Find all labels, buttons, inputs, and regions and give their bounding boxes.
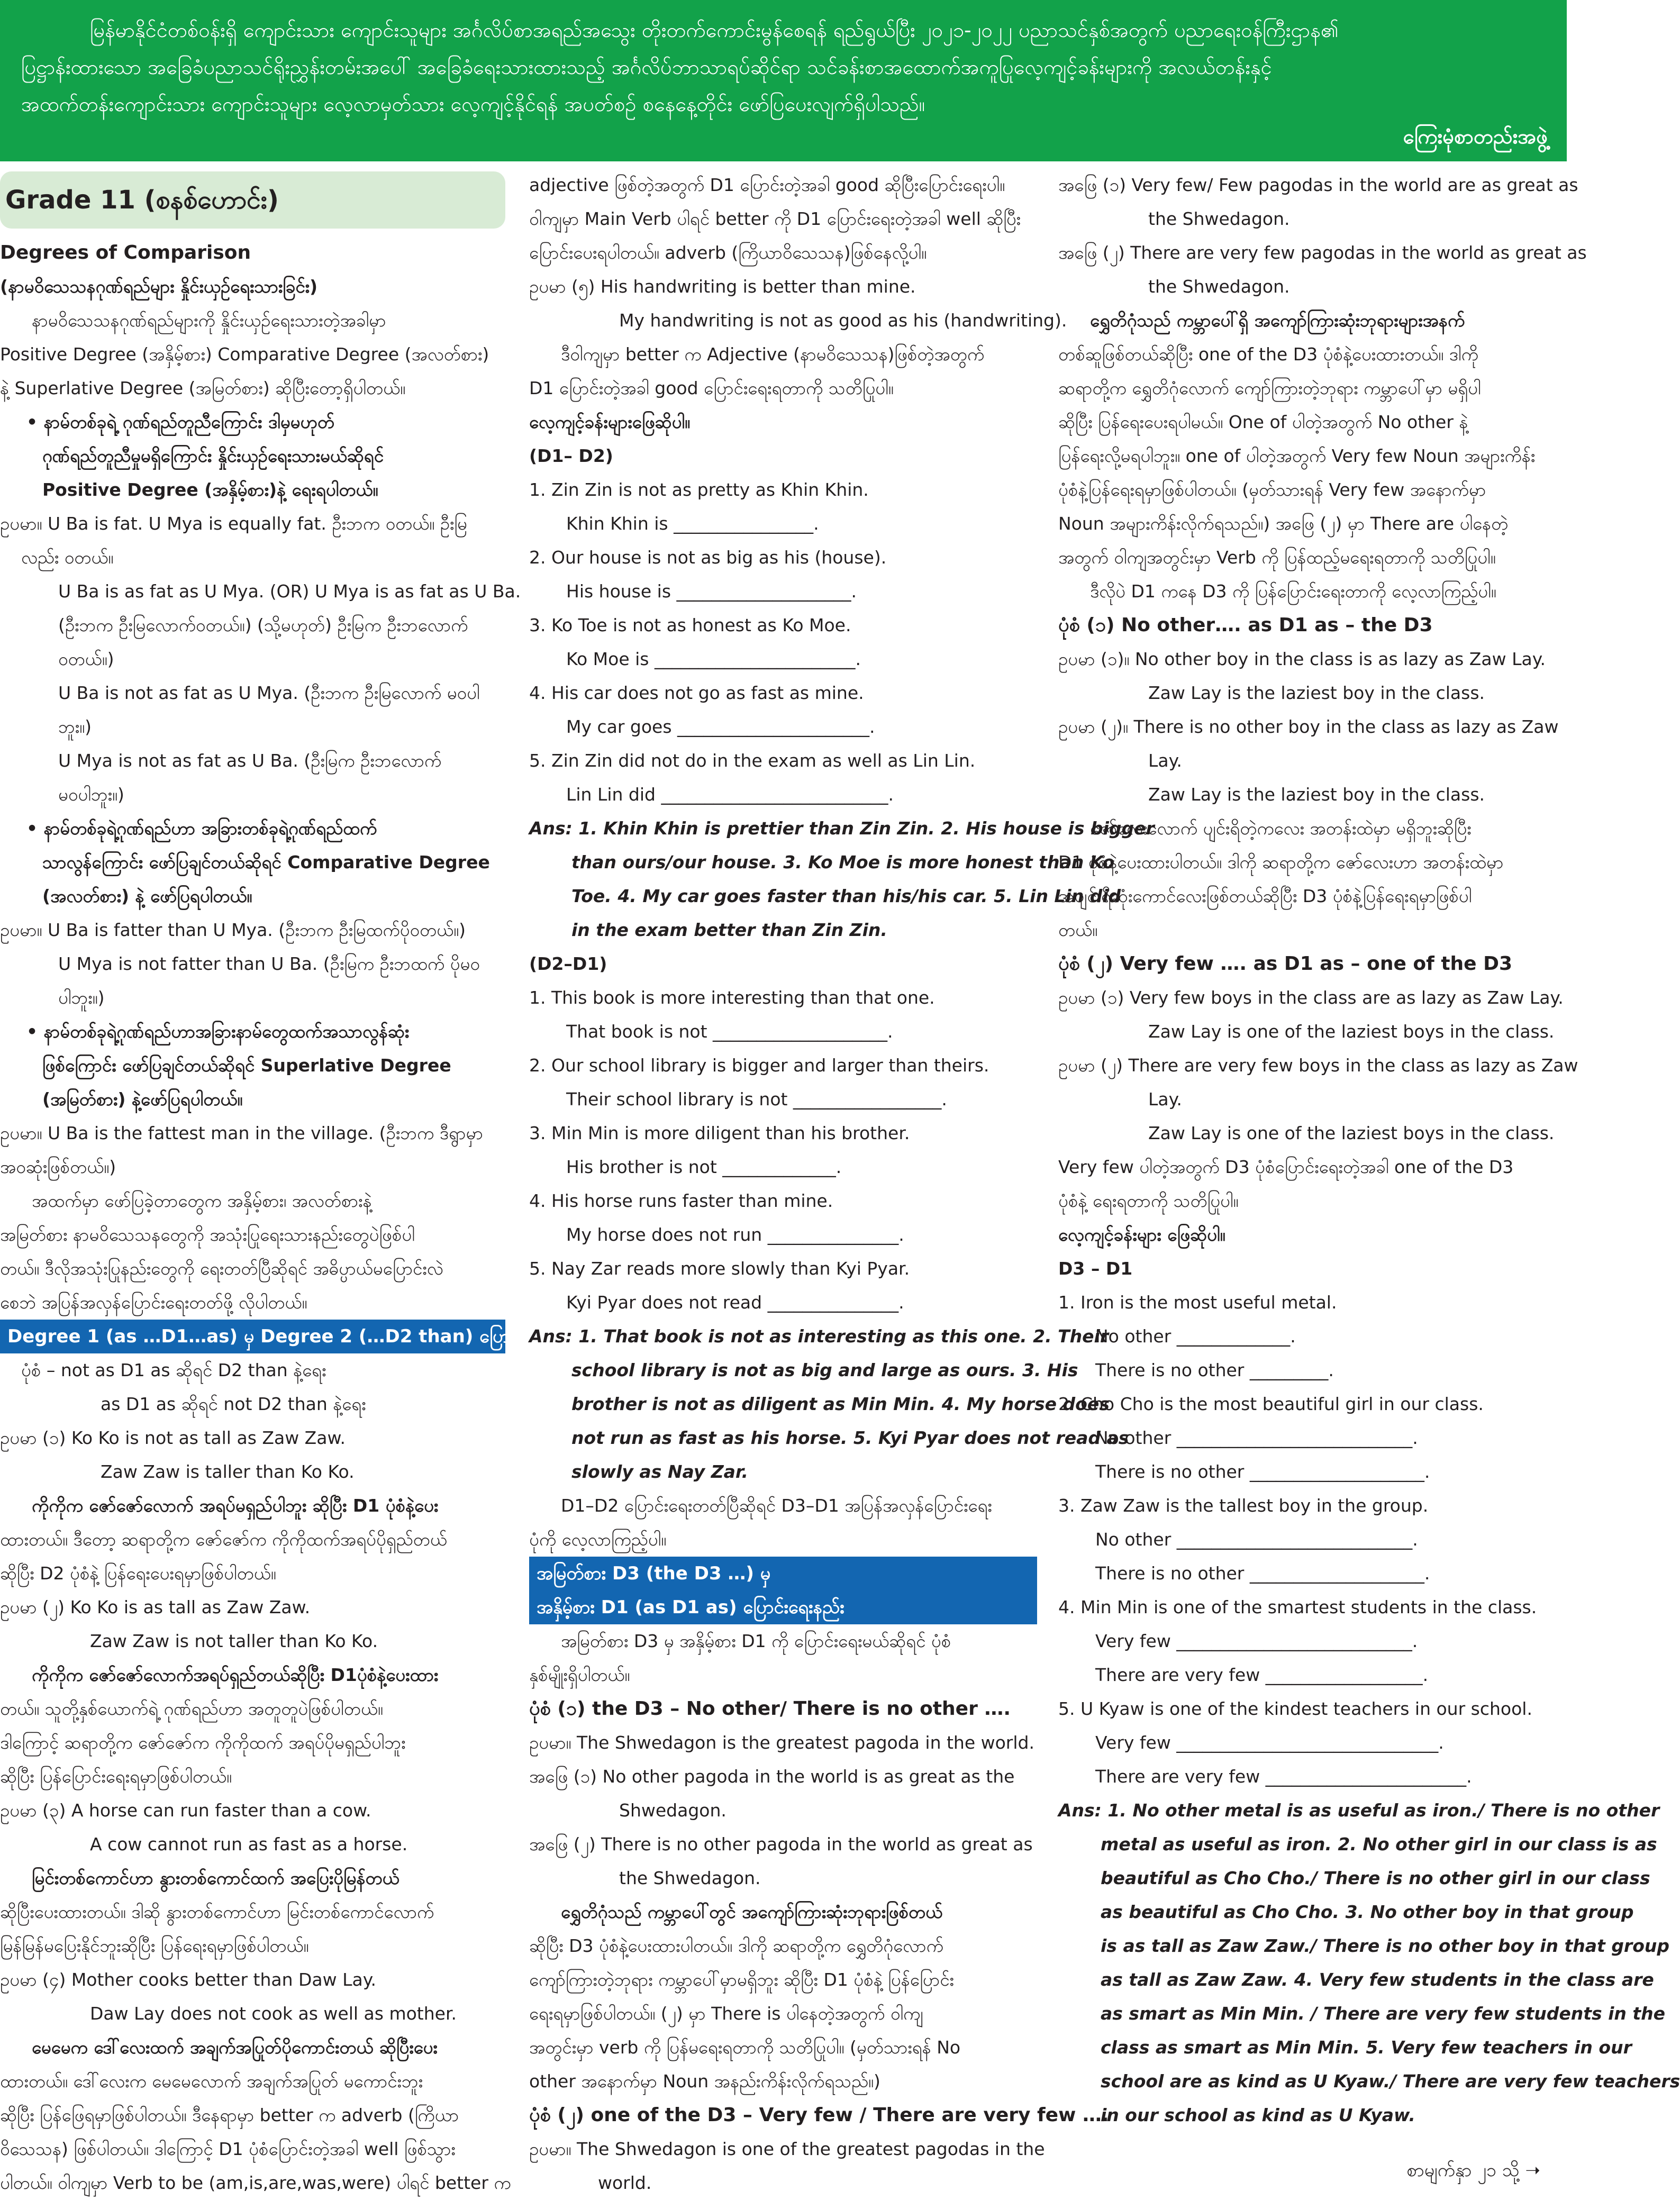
text-line: (အလတ်စား) နဲ့ ဖော်ပြရပါတယ်။: [42, 886, 252, 906]
text-line: ဥပမာ (၂) There are very few boys in the class as lazy as Zaw: [1058, 1055, 1578, 1076]
text-line: the Shwedagon.: [1148, 276, 1290, 297]
text-line: ပုံစံနဲ့ပြန်ရေးရမှာဖြစ်ပါတယ်။ (မှတ်သားရန် Very few အနောက်မှာ: [1058, 479, 1486, 500]
text-line: 2. Our school library is bigger and larger than theirs.: [529, 1055, 989, 1076]
text-line: ဆိုပြီး D3 ပုံစံနဲ့ပေးထားပါတယ်။ ဒါကို ဆရာတို့က ရွှေတိဂုံလောက်: [529, 1935, 943, 1956]
text-line: မြင်းတစ်ကောင်ဟာ နွားတစ်ကောင်ထက် အပြေးပိုမြန်တယ်: [32, 1868, 399, 1888]
text-line: ဆရာတို့က ရွှေတိဂုံလောက် ကျော်ကြားတဲ့ဘုရား ကမ္ဘာပေါ်မှာ မရှိပါ: [1058, 378, 1481, 398]
text-line: Zaw Lay is the laziest boy in the class.: [1148, 683, 1485, 703]
text-line: ဥပမာ (၅) His handwriting is better than mine.: [529, 276, 916, 297]
text-line: တယ်။: [1058, 920, 1098, 940]
text-line: လည်း ဝတယ်။: [21, 547, 114, 568]
text-line: 3. Min Min is more diligent than his brother.: [529, 1123, 910, 1143]
text-line: အဝဆုံးဖြစ်တယ်။): [0, 1157, 116, 1177]
text-line: နှစ်မျိုးရှိပါတယ်။: [529, 1665, 630, 1685]
text-line: ဥပမာ (၄) Mother cooks better than Daw Lay.: [0, 1969, 377, 1990]
text-line: မြန်မြန်မပြေးနိုင်ဘူးဆိုပြီး ပြန်ရေးရမှာဖြစ်ပါတယ်။: [0, 1935, 309, 1956]
text-line: Lay.: [1148, 750, 1182, 771]
text-line: 5. Zin Zin did not do in the exam as well as Lin Lin.: [529, 750, 976, 771]
text-line: D1–D2 ပြောင်းရေးတတ်ပြီဆိုရင် D3–D1 အပြန်အလှန်ပြောင်းရေး: [561, 1495, 992, 1516]
text-line: သာလွန်ကြောင်း ဖော်ပြချင်တယ်ဆိုရင် Comparative Degree: [42, 852, 490, 872]
text-line: adjective ဖြစ်တဲ့အတွက် D1 ပြောင်းတဲ့အခါ good ဆိုပြီးပြောင်းရေးပါ။: [529, 175, 1005, 195]
text-line: ဥပမာ။ The Shwedagon is one of the greatest pagodas in the: [529, 2139, 1045, 2159]
text-line: slowly as Nay Zar.: [571, 1461, 748, 1482]
text-line: No other ___________________________.: [1095, 1428, 1418, 1448]
text-line: metal as useful as iron. 2. No other girl in our class is as: [1101, 1834, 1657, 1854]
banner-line-2: ပြဋ္ဌာန်းထားသော အခြေခံပညာသင်ရိုးညွှန်းတမ်းအပေါ် အခြေခံရေးသားထားသည့် အင်္ဂလိပ်ဘာသာရပ်ဆိုင်ရာ သင်ခန်းစာအထောက်အကူပြုလေ့ကျင့်ခန်းများကို အလယ်တန်းနှင့်: [21, 56, 1272, 79]
text-line: ဥပမာ။ The Shwedagon is the greatest pagoda in the world.: [529, 1732, 1034, 1753]
text-line: ဥပမာ (၂)။ There is no other boy in the class as lazy as Zaw: [1058, 716, 1559, 737]
text-line: Lay.: [1148, 1089, 1182, 1110]
text-line: U Ba is as fat as U Mya. (OR) U Mya is as fat as U Ba.: [58, 581, 521, 602]
text-line: Very few ______________________________.: [1095, 1732, 1444, 1753]
text-line: ပုံကို လေ့လာကြည့်ပါ။: [529, 1529, 667, 1550]
text-line: brother is not as diligent as Min Min. 4. My horse does: [571, 1394, 1110, 1414]
text-line: ဝါကျမှာ Main Verb ပါရင် better ကို D1 ပြောင်းရေးတဲ့အခါ well ဆိုပြီး: [529, 208, 1021, 229]
text-line: class as smart as Min Min. 5. Very few teachers in our: [1101, 2037, 1632, 2058]
banner-signature: ကြေးမုံစာတည်းအဖွဲ့: [1403, 125, 1548, 148]
text-line: ဆိုပြီး ပြန်ရေးပေးရပါမယ်။ One of ပါတဲ့အတွက် No other နဲ့: [1058, 412, 1468, 432]
text-line: Degrees of Comparison: [0, 242, 251, 263]
text-line: ပါတယ်။ ဝါကျမှာ Verb to be (am,is,are,was,were) ပါရင် better က: [0, 2172, 511, 2193]
text-line: Ans: 1. No other metal is as useful as iron./ There is no other: [1058, 1800, 1660, 1821]
text-line: Zaw Zaw is not taller than Ko Ko.: [90, 1631, 378, 1651]
text-line: His house is ____________________.: [566, 581, 857, 602]
text-line: the Shwedagon.: [1148, 208, 1290, 229]
text-line: ပါဘူး။): [58, 987, 105, 1008]
text-line: in the exam better than Zin Zin.: [571, 920, 887, 940]
text-line: 5. U Kyaw is one of the kindest teachers in our school.: [1058, 1698, 1532, 1719]
text-line: 1. Iron is the most useful metal.: [1058, 1292, 1337, 1313]
text-line: 3. Ko Toe is not as honest as Ko Moe.: [529, 615, 851, 635]
text-line: ဆိုပြီးပေးထားတယ်။ ဒါဆို နွားတစ်ကောင်ဟာ မြင်းတစ်ကောင်လောက်: [0, 1902, 434, 1922]
text-line: Ko Moe is _______________________.: [566, 649, 861, 669]
text-line: as smart as Min Min. / There are very few students in the: [1101, 2003, 1666, 2024]
text-line: တယ်။ သူတို့နှစ်ယောက်ရဲ့ ဂုဏ်ရည်ဟာ အတူတူပဲဖြစ်ပါတယ်။: [0, 1698, 383, 1719]
text-line: အပျင်းရိဆုံးကောင်လေးဖြစ်တယ်ဆိုပြီး D3 ပုံစံနဲ့ပြန်ရေးရမှာဖြစ်ပါ: [1058, 886, 1472, 906]
text-line: 2. Our house is not as big as his (house).: [529, 547, 887, 568]
text-line: Positive Degree (အနှိမ့်စား) Comparative Degree (အလတ်စား): [0, 344, 489, 365]
text-line: There are very few _______________________.: [1095, 1766, 1472, 1787]
text-line: No other _____________.: [1095, 1326, 1296, 1347]
text-line: ဥပမာ (၁) Very few boys in the class are as lazy as Zaw Lay.: [1058, 987, 1564, 1008]
text-line: ထားတယ်။ ဒီတော့ ဆရာတို့က ဇော်ဇော်က ကိုကိုထက်အရပ်ပိုရှည်တယ်: [0, 1529, 447, 1550]
text-line: other အနောက်မှာ Noun အနည်းကိန်းလိုက်ရသည်။): [529, 2071, 880, 2092]
text-line: (D2–D1): [529, 953, 607, 974]
text-line: တစ်ဆူဖြစ်တယ်ဆိုပြီး one of the D3 ပုံစံနဲ့ပေးထားတယ်။ ဒါကို: [1058, 344, 1478, 365]
section-heading: အမြတ်စား D3 (the D3 …) မှ: [529, 1557, 1037, 1590]
column-3: [1058, 168, 1680, 2132]
text-line: 4. His horse runs faster than mine.: [529, 1190, 833, 1211]
text-line: • နာမ်တစ်ခုရဲ့ဂုဏ်ရည်ဟာ အခြားတစ်ခုရဲ့ဂုဏ်ရည်ထက်: [26, 818, 377, 839]
text-line: Noun အများကိန်းလိုက်ရသည်။) အဖြေ (၂) မှာ There are ပါနေတဲ့: [1058, 513, 1509, 534]
text-line: ပုံစံနဲ့ ရေးရတာကို သတိပြုပါ။: [1058, 1190, 1239, 1211]
text-line: 5. Nay Zar reads more slowly than Kyi Pyar.: [529, 1258, 910, 1279]
text-line: as tall as Zaw Zaw. 4. Very few students in the class are: [1101, 1969, 1654, 1990]
text-line: မေမေက ဒေါ်လေးထက် အချက်အပြုတ်ပိုကောင်းတယ် ဆိုပြီးပေး: [32, 2037, 438, 2058]
text-line: တယ်။ ဒီလိုအသုံးပြုနည်းတွေကို ရေးတတ်ပြီဆိုရင် အဓိပ္ပာယ်မပြောင်းလဲ: [0, 1258, 443, 1279]
text-line: 4. Min Min is one of the smartest students in the class.: [1058, 1597, 1537, 1617]
text-line: as D1 as ဆိုရင် not D2 than နဲ့ရေး: [101, 1394, 366, 1414]
text-line: 4. His car does not go as fast as mine.: [529, 683, 864, 703]
text-line: Zaw Zaw is taller than Ko Ko.: [101, 1461, 355, 1482]
text-line: There is no other ____________________.: [1095, 1563, 1430, 1584]
text-line: ပုံစံ – not as D1 as ဆိုရင် D2 than နဲ့ရေး: [21, 1360, 326, 1380]
text-line: Very few ပါတဲ့အတွက် D3 ပုံစံပြောင်းရေးတဲ့အခါ one of the D3: [1058, 1157, 1514, 1177]
text-line: Positive Degree (အနှိမ့်စား)နဲ့ ရေးရပါတယ်။: [42, 479, 378, 500]
text-line: ရွှေတိဂုံသည် ကမ္ဘာပေါ်တွင် အကျော်ကြားဆုံးဘုရားဖြစ်တယ်: [561, 1902, 943, 1922]
text-line: အဖြေ (၂) There are very few pagodas in the world as great as: [1058, 242, 1587, 263]
text-line: world.: [598, 2172, 652, 2193]
text-line: အဖြေ (၁) No other pagoda in the world is as great as the: [529, 1766, 1015, 1787]
text-line: (ဦးဘက ဦးမြလောက်ဝတယ်။) (သို့မဟုတ်) ဦးမြက ဦးဘလောက်: [58, 615, 468, 635]
text-line: အဖြေ (၂) There is no other pagoda in the world as great as: [529, 1834, 1033, 1854]
text-line: D1 ပြောင်းတဲ့အခါ good ပြောင်းရေးရတာကို သတိပြုပါ။: [529, 378, 894, 398]
text-line: My handwriting is not as good as his (handwriting).: [619, 310, 1067, 331]
text-line: (နာမဝိသေသနဂုဏ်ရည်များ နှိုင်းယှဉ်ရေးသားခြင်း): [0, 276, 318, 297]
text-line: than ours/our house. 3. Ko Moe is more honest than Ko: [571, 852, 1115, 872]
text-line: ဥပမာ။ U Ba is fat. U Mya is equally fat. ဦးဘက ဝတယ်။ ဦးမြ: [0, 513, 467, 534]
section-heading: အနှိမ့်စား D1 (as D1 as) ပြောင်းရေးနည်း: [529, 1590, 1037, 1624]
text-line: Ans: 1. Khin Khin is prettier than Zin Zin. 2. His house is bigger: [529, 818, 1155, 839]
text-line: ပုံစံ (၂) one of the D3 – Very few / There are very few ….: [529, 2104, 1109, 2126]
text-line: ဇော်လေးလောက် ပျင်းရိတဲ့ကလေး အတန်းထဲမှာ မရှိဘူးဆိုပြီး: [1090, 818, 1472, 839]
text-line: That book is not ____________________.: [566, 1021, 893, 1042]
text-line: D1 ပုံစံနဲ့ပေးထားပါတယ်။ ဒါကို ဆရာတို့က ဇော်လေးဟာ အတန်းထဲမှာ: [1058, 852, 1504, 872]
text-line: ဥပမာ (၁)။ No other boy in the class is as lazy as Zaw Lay.: [1058, 649, 1546, 669]
header-banner: [0, 0, 1567, 161]
text-line: ဆိုပြီး ပြန်ဖြေရမှာဖြစ်ပါတယ်။ ဒီနေရာမှာ better က adverb (ကြိယာ: [0, 2105, 459, 2125]
text-line: ကိုကိုက ဇော်ဇော်လောက် အရပ်မရှည်ပါဘူး ဆိုပြီး D1 ပုံစံနဲ့ပေး: [32, 1495, 439, 1516]
text-line: Their school library is not _________________.: [566, 1089, 947, 1110]
text-line: အမြတ်စား နာမဝိသေသနတွေကို အသုံးပြုရေးသားနည်းတွေပဲဖြစ်ပါ: [0, 1224, 415, 1245]
text-line: အတွင်းမှာ verb ကို ပြန်မရေးရတာကို သတိပြုပါ။ (မှတ်သားရန် No: [529, 2037, 961, 2058]
text-line: in our school as kind as U Kyaw.: [1101, 2105, 1415, 2125]
text-line: ဆိုပြီး D2 ပုံစံနဲ့ ပြန်ရေးပေးရမှာဖြစ်ပါတယ်။: [0, 1563, 276, 1584]
text-line: There is no other _________.: [1095, 1360, 1334, 1380]
text-line: အမြတ်စား D3 မှ အနှိမ့်စား D1 ကို ပြောင်းရေးမယ်ဆိုရင် ပုံစံ: [561, 1631, 951, 1651]
banner-line-3: အထက်တန်းကျောင်းသား ကျောင်းသူများ လေ့လာမှတ်သား လေ့ကျင့်နိုင်ရန် အပတ်စဉ် စနေနေ့တိုင်း ဖော်ပြပေးလျက်ရှိပါသည်။: [21, 93, 925, 116]
text-line: D3 – D1: [1058, 1258, 1133, 1279]
text-line: Shwedagon.: [619, 1800, 727, 1821]
text-line: 1. Zin Zin is not as pretty as Khin Khin.: [529, 479, 869, 500]
text-line: ဆိုပြီး ပြန်ပြောင်းရေးရမှာဖြစ်ပါတယ်။: [0, 1766, 232, 1787]
text-line: နဲ့ Superlative Degree (အမြတ်စား) ဆိုပြီးတော့ရှိပါတယ်။: [0, 378, 406, 398]
text-line: A cow cannot run as fast as a horse.: [90, 1834, 408, 1854]
text-line: No other ___________________________.: [1095, 1529, 1418, 1550]
text-line: (အမြတ်စား) နဲ့ဖော်ပြရပါတယ်။: [42, 1089, 243, 1110]
text-line: ထားတယ်။ ဒေါ်လေးက မေမေလောက် အချက်အပြုတ် မကောင်းဘူး: [0, 2071, 423, 2092]
page-continuation-note: စာမျက်နှာ ၂၁ သို့ ➝: [1406, 2160, 1540, 2181]
text-line: His brother is not _____________.: [566, 1157, 842, 1177]
text-line: • နာမ်တစ်ခုရဲ့ ဂုဏ်ရည်တူညီကြောင်း ဒါမှမဟုတ်: [26, 412, 334, 432]
text-line: Khin Khin is ________________.: [566, 513, 819, 534]
text-line: ဝတယ်။): [58, 649, 114, 669]
text-line: Zaw Lay is one of the laziest boys in the class.: [1148, 1021, 1555, 1042]
text-line: beautiful as Cho Cho./ There is no other girl in our class: [1101, 1868, 1650, 1888]
text-line: ဥပမာ။ U Ba is fatter than U Mya. (ဦးဘက ဦးမြထက်ပိုဝတယ်။): [0, 920, 466, 940]
text-line: 1. This book is more interesting than that one.: [529, 987, 935, 1008]
text-line: U Mya is not fatter than U Ba. (ဦးမြက ဦးဘထက် ပိုမဝ: [58, 953, 480, 974]
text-line: There are very few __________________.: [1095, 1665, 1429, 1685]
text-line: There is no other ____________________.: [1095, 1461, 1430, 1482]
text-line: ဥပမာ (၂) Ko Ko is as tall as Zaw Zaw.: [0, 1597, 311, 1617]
text-line: စေဘဲ အပြန်အလှန်ပြောင်းရေးတတ်ဖို့ လိုပါတယ်။: [0, 1292, 307, 1313]
text-line: ရွှေတိဂုံသည် ကမ္ဘာပေါ်ရှိ အကျော်ကြားဆုံးဘုရားများအနက်: [1090, 310, 1465, 331]
grade-title: Grade 11 (စနစ်ဟောင်း): [0, 171, 505, 229]
text-line: (D1– D2): [529, 446, 613, 466]
text-line: ပြောင်းပေးရပါတယ်။ adverb (ကြိယာဝိသေသန)ဖြစ်နေလို့ပါ။: [529, 242, 927, 263]
text-line: ပုံစံ (၁) the D3 – No other/ There is no other ….: [529, 1698, 1011, 1720]
text-line: လေ့ကျင့်ခန်းများ ဖြေဆိုပါ။: [1058, 1224, 1225, 1245]
text-line: ဥပမာ (၃) A horse can run faster than a cow.: [0, 1800, 371, 1821]
text-line: is as tall as Zaw Zaw./ There is no other boy in that group: [1101, 1935, 1669, 1956]
text-line: ဥပမာ။ U Ba is the fattest man in the village. (ဦးဘက ဒီရွာမှာ: [0, 1123, 483, 1143]
text-line: ဒီဝါကျမှာ better က Adjective (နာမဝိသေသန)ဖြစ်တဲ့အတွက်: [561, 344, 985, 365]
text-line: ပုံစံ (၂) Very few …. as D1 as – one of the D3: [1058, 953, 1513, 975]
text-line: My horse does not run _______________.: [566, 1224, 904, 1245]
text-line: မဝပါဘူး။): [58, 784, 124, 805]
section-heading: Degree 1 (as …D1…as) မှ Degree 2 (…D2 than) ပြောင်းရေးနည်း: [0, 1320, 505, 1353]
text-line: Zaw Lay is the laziest boy in the class.: [1148, 784, 1485, 805]
text-line: Daw Lay does not cook as well as mother.: [90, 2003, 457, 2024]
text-line: Zaw Lay is one of the laziest boys in the class.: [1148, 1123, 1555, 1143]
text-line: the Shwedagon.: [619, 1868, 761, 1888]
text-line: ဒီလိုပဲ D1 ကနေ D3 ကို ပြန်ပြောင်းရေးတာကို လေ့လာကြည့်ပါ။: [1090, 581, 1496, 602]
text-line: Kyi Pyar does not read _______________.: [566, 1292, 904, 1313]
text-line: school are as kind as U Kyaw./ There are very few teachers: [1101, 2071, 1680, 2092]
text-line: school library is not as big and large as ours. 3. His: [571, 1360, 1078, 1380]
text-line: 2. Cho Cho is the most beautiful girl in our class.: [1058, 1394, 1484, 1414]
text-line: နာမဝိသေသနဂုဏ်ရည်များကို နှိုင်းယှဉ်ရေးသားတဲ့အခါမှာ: [32, 310, 386, 331]
text-line: အတွက် ဝါကျအတွင်းမှာ Verb ကို ပြန်ထည့်မရေးရတာကို သတိပြုပါ။: [1058, 547, 1496, 568]
text-line: Ans: 1. That book is not as interesting as this one. 2. Their: [529, 1326, 1109, 1347]
text-line: ဝိသေသန) ဖြစ်ပါတယ်။ ဒါကြောင့် D1 ပုံစံပြောင်းတဲ့အခါ well ဖြစ်သွား: [0, 2139, 456, 2159]
text-line: ကိုကိုက ဇော်ဇော်လောက်အရပ်ရှည်တယ်ဆိုပြီး D1ပုံစံနဲ့ပေးထား: [32, 1665, 439, 1685]
text-line: ဘူး။): [58, 716, 92, 737]
text-line: U Ba is not as fat as U Mya. (ဦးဘက ဦးမြလောက် မဝပါ: [58, 683, 480, 703]
text-line: as beautiful as Cho Cho. 3. No other boy in that group: [1101, 1902, 1634, 1922]
text-line: My car goes ______________________.: [566, 716, 875, 737]
text-line: Toe. 4. My car goes faster than his/his car. 5. Lin Lin did: [571, 886, 1121, 906]
text-line: အဖြေ (၁) Very few/ Few pagodas in the world are as great as: [1058, 175, 1578, 195]
text-line: ကျော်ကြားတဲ့ဘုရား ကမ္ဘာပေါ်မှာမရှိဘူး ဆိုပြီး D1 ပုံစံနဲ့ ပြန်ပြောင်း: [529, 1969, 954, 1990]
text-line: U Mya is not as fat as U Ba. (ဦးမြက ဦးဘလောက်: [58, 750, 442, 771]
text-line: ဥပမာ (၁) Ko Ko is not as tall as Zaw Zaw.: [0, 1428, 346, 1448]
text-line: Very few ___________________________.: [1095, 1631, 1418, 1651]
text-line: ပုံစံ (၁) No other…. as D1 as – the D3: [1058, 614, 1433, 636]
text-line: ပြန်ရေးလို့မရပါဘူး။ one of ပါတဲ့အတွက် Very few Noun အများကိန်း: [1058, 446, 1536, 466]
text-line: အထက်မှာ ဖော်ပြခဲ့တာတွေက အနှိမ့်စား၊ အလတ်စားနဲ့: [32, 1190, 372, 1211]
text-line: ဂုဏ်ရည်တူညီမှုမရှိကြောင်း နှိုင်းယှဉ်ရေးသားမယ်ဆိုရင်: [42, 446, 384, 466]
text-line: ရေးရမှာဖြစ်ပါတယ်။ (၂) မှာ There is ပါနေတဲ့အတွက် ဝါကျ: [529, 2003, 923, 2024]
text-line: ဖြစ်ကြောင်း ဖော်ပြချင်တယ်ဆိုရင် Superlative Degree: [42, 1055, 451, 1076]
text-line: Lin Lin did __________________________.: [566, 784, 894, 805]
text-line: • နာမ်တစ်ခုရဲ့ဂုဏ်ရည်ဟာအခြားနာမ်တွေထက်အသာလွန်ဆုံး: [26, 1021, 410, 1042]
text-line: ဒါကြောင့် ဆရာတို့က ဇော်ဇော်က ကိုကိုထက် အရပ်ပိုမရှည်ပါဘူး: [0, 1732, 406, 1753]
text-line: လေ့ကျင့်ခန်းများဖြေဆိုပါ။: [529, 412, 691, 432]
banner-line-1: မြန်မာနိုင်ငံတစ်ဝန်းရှိ ကျောင်းသား ကျောင်းသူများ အင်္ဂလိပ်စာအရည်အသွေး တိုးတက်ကောင်းမွန်စေရန် ရည်ရွယ်ပြီး ၂၀၂၁-၂၀၂၂ ပညာသင်နှစ်အတွက် ပညာရေးဝန်ကြီးဌာန၏: [90, 19, 1339, 42]
text-line: not run as fast as his horse. 5. Kyi Pyar does not read as: [571, 1428, 1129, 1448]
text-line: 3. Zaw Zaw is the tallest boy in the group.: [1058, 1495, 1429, 1516]
